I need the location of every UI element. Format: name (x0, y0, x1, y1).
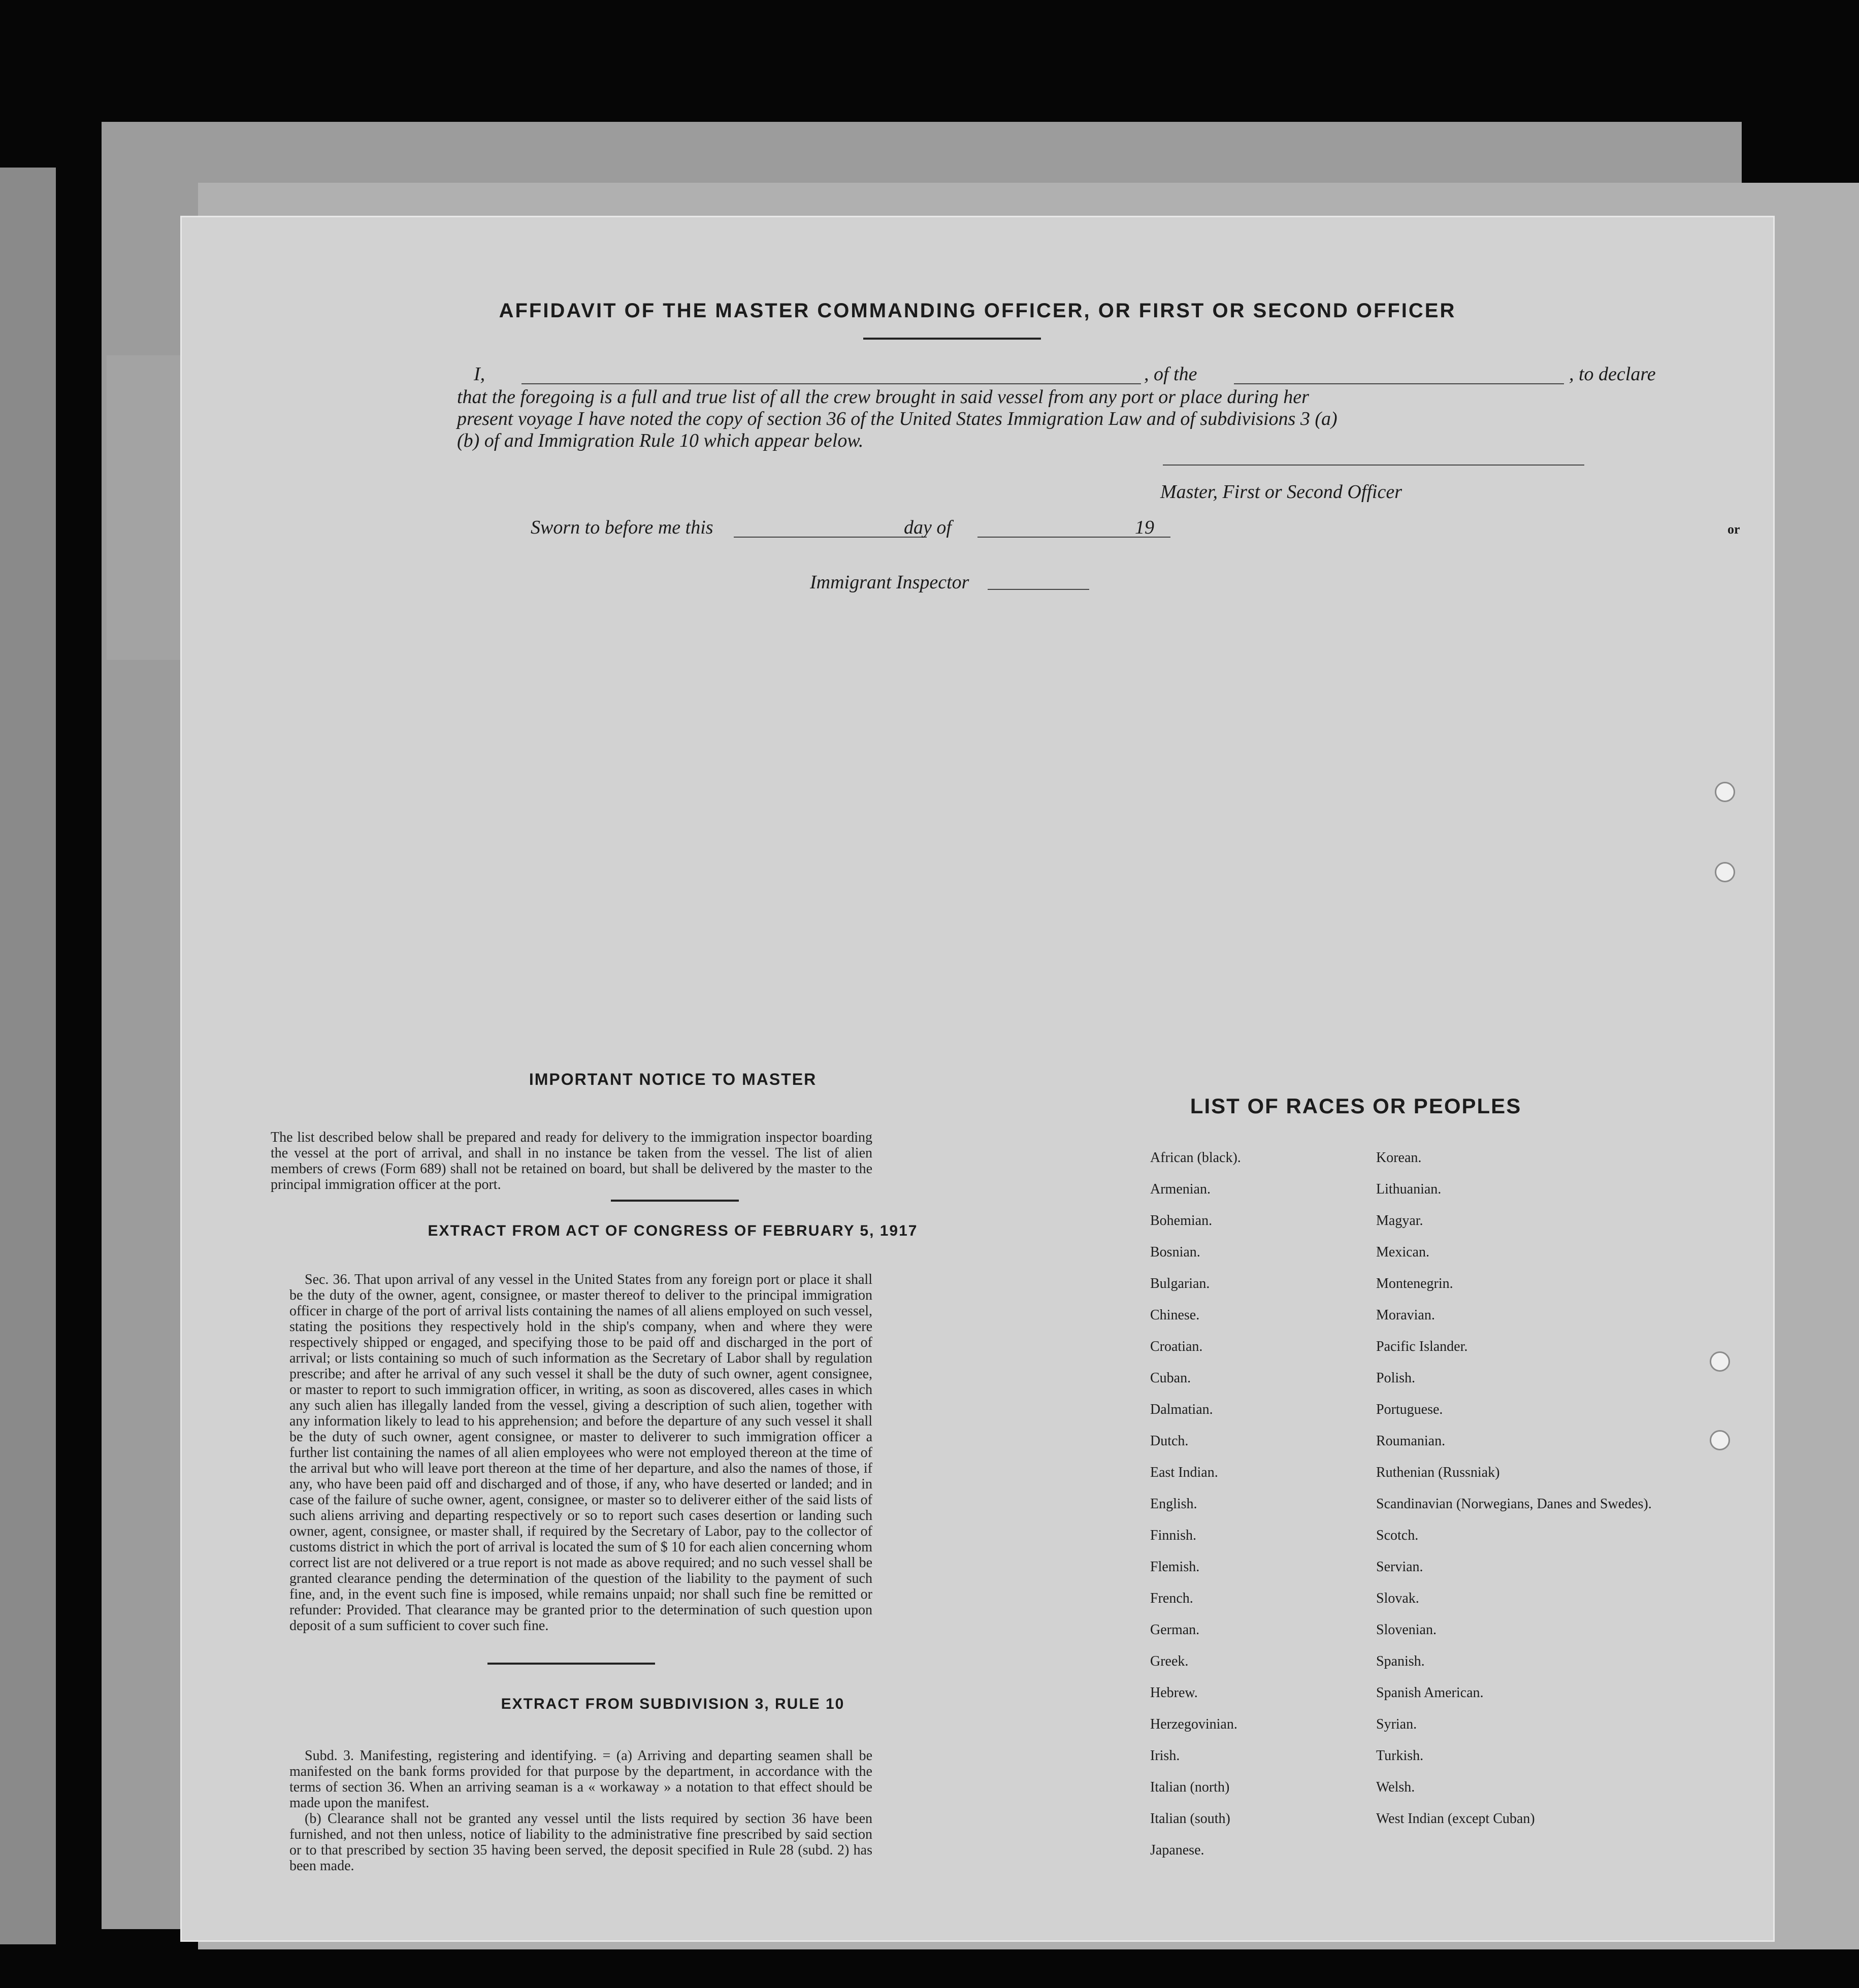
races-list-right (1376, 1142, 1652, 1835)
inspector-line (988, 589, 1089, 590)
sworn-text: Sworn to before me this (531, 517, 713, 538)
race-item: Bohemian. (1150, 1213, 1213, 1229)
rule-body-b: (b) Clearance shall not be granted any vessel until the lists required by section 36 have been furnished, and not then unless, notice of liability to the administrative fine prescribed by said section or to that prescribed by section 35 having been served, the deposit specified in Rule 28 (subd. 2) has been made. (289, 1811, 872, 1874)
card-stamp-strip (107, 355, 183, 660)
affidavit-of-the: , of the (1144, 363, 1197, 385)
race-item: Montenegrin. (1376, 1276, 1453, 1291)
race-item: Flemish. (1150, 1559, 1200, 1575)
inspector-label: Immigrant Inspector (810, 572, 969, 593)
race-item: Irish. (1150, 1748, 1180, 1764)
race-item: Welsh. (1376, 1779, 1415, 1795)
race-item: Scandinavian (Norwegians, Danes and Swedes). (1376, 1496, 1652, 1512)
margin-or: or (1727, 522, 1740, 537)
affidavit-line2: that the foregoing is a full and true list of all the crew brought in said vessel from any port or place during her (457, 386, 1309, 408)
rule-body-a: Subd. 3. Manifesting, registering and identifying. = (a) Arriving and departing seamen shall be manifested on the bank forms provided for that purpose by the department, in accordance with the terms of section 36. When an arriving seaman is a « workaway » a notation to that effect should be made upon the manifest. (289, 1748, 872, 1811)
race-item: Herzegovinian. (1150, 1716, 1237, 1732)
race-item: Spanish American. (1376, 1685, 1484, 1701)
race-item: Cuban. (1150, 1370, 1191, 1386)
punch-hole (1710, 1430, 1730, 1450)
act-rule (487, 1663, 655, 1665)
race-item: Servian. (1376, 1559, 1423, 1575)
notice-rule (611, 1200, 739, 1202)
races-list-left (1150, 1142, 1363, 1866)
race-item: Polish. (1376, 1370, 1416, 1386)
race-item: Italian (south) (1150, 1811, 1230, 1827)
master-signature-line (1163, 465, 1584, 466)
race-item: Moravian. (1376, 1307, 1435, 1323)
race-item: Portuguese. (1376, 1402, 1443, 1417)
race-item: Croatian. (1150, 1339, 1203, 1354)
affidavit-title-rule (863, 338, 1041, 340)
name-blank (521, 383, 1141, 384)
document-page (180, 216, 1775, 1942)
punch-hole (1715, 782, 1735, 802)
punch-hole (1710, 1351, 1730, 1372)
race-item: Mexican. (1376, 1244, 1429, 1260)
race-item: Ruthenian (Russniak) (1376, 1465, 1500, 1480)
rule-title: EXTRACT FROM SUBDIVISION 3, RULE 10 (501, 1696, 845, 1712)
race-item: Syrian. (1376, 1716, 1417, 1732)
race-item: Greek. (1150, 1653, 1189, 1669)
act-body: Sec. 36. That upon arrival of any vessel in the United States from any foreign port or place it shall be the duty of the owner, agent, consignee, or master thereof to deliver to the principal immigration officer in charge of the port of arrival lists containing the names of all aliens employed on such vessel, stating the positions they respectively hold in the ship's company, when and where they were respectively shipped or engaged, and specifying those to be paid off and discharged in the port of arrival; or lists containing so much of such information as the Secretary of Labor shall by regulation prescribe; and after he arrival of any such vessel it shall be the duty of such owner, agent consignee, or master to report to such immigration officer, in writing, as soon as discovered, alles cases in which any such alien has illegally landed from the vessel, giving a description of such alien, together with any information likely to lead to his apprehension; and before the departure of any such vessel it shall be the duty of such owner, agent consignee, or master to deliverer to such immigration officer a further list containing the names of all alien employees who were not employed thereon at the time of the arrival but who will leave port thereon at the time of her departure, and also the names of those, if any, who have been paid off and discharged and of those, if any, who have deserted or landed; and in case of the failure of suche owner, agent, consignee, or master so to deliverer either of the said lists of such aliens arriving and departing respectively or so to report such cases desertion or landing such owner, agent, consignee, or master shall, if required by the Secretary of Labor, pay to the collector of customs district in which the port of arrival is located the sum of $ 10 for each alien concerning whom correct list are not delivered or a true report is not made as above required; and no such vessel shall be granted clearance pending the determination of the question of the liability to the payment of such fine, and, in the event such fine is imposed, while remains unpaid; nor shall such fine be remitted or refunder: Provided. That clearance may be granted prior to the determination of such question upon deposit of a sum sufficient to cover such fine. (289, 1272, 872, 1634)
race-item: Turkish. (1376, 1748, 1424, 1764)
vessel-blank (1234, 383, 1564, 384)
race-item: Bosnian. (1150, 1244, 1200, 1260)
race-item: French. (1150, 1591, 1193, 1606)
race-item: Hebrew. (1150, 1685, 1198, 1701)
notice-body: The list described below shall be prepared and ready for delivery to the immigration inspector boarding the vessel at the port of arrival, and shall in no instance be taken from the vessel. The list of alien members of crews (Form 689) shall not be retained on board, but shall be delivered by the master to the principal immigration officer at the port. (271, 1130, 872, 1192)
sworn-day-blank (734, 537, 927, 538)
adjacent-page-left (0, 168, 56, 1944)
race-item: Slovenian. (1376, 1622, 1437, 1638)
race-item: Lithuanian. (1376, 1181, 1442, 1197)
race-item: Bulgarian. (1150, 1276, 1210, 1291)
race-item: West Indian (except Cuban) (1376, 1811, 1535, 1827)
race-item: Italian (north) (1150, 1779, 1230, 1795)
race-item: Finnish. (1150, 1528, 1197, 1543)
race-item: Magyar. (1376, 1213, 1423, 1229)
race-item: Chinese. (1150, 1307, 1200, 1323)
year-prefix: 19 (1135, 517, 1154, 538)
race-item: Slovak. (1376, 1591, 1419, 1606)
race-item: Dutch. (1150, 1433, 1189, 1449)
race-item: East Indian. (1150, 1465, 1218, 1480)
race-item: African (black). (1150, 1150, 1241, 1166)
races-title: LIST OF RACES OR PEOPLES (1190, 1094, 1522, 1118)
race-item: German. (1150, 1622, 1200, 1638)
day-of: day of (904, 517, 952, 538)
notice-title: IMPORTANT NOTICE TO MASTER (529, 1070, 817, 1088)
race-item: Dalmatian. (1150, 1402, 1213, 1417)
affidavit-line3: present voyage I have noted the copy of section 36 of the United States Immigration Law and of subdivisions 3 (a) (457, 408, 1338, 429)
master-label: Master, First or Second Officer (1160, 481, 1403, 503)
act-title: EXTRACT FROM ACT OF CONGRESS OF FEBRUARY 5, 1917 (428, 1222, 918, 1239)
punch-hole (1715, 862, 1735, 882)
race-item: Spanish. (1376, 1653, 1425, 1669)
race-item: Korean. (1376, 1150, 1422, 1166)
affidavit-line4: (b) of and Immigration Rule 10 which appear below. (457, 430, 864, 451)
race-item: Japanese. (1150, 1842, 1204, 1858)
affidavit-i: I, (474, 363, 485, 385)
race-item: Armenian. (1150, 1181, 1211, 1197)
affidavit-title: AFFIDAVIT OF THE MASTER COMMANDING OFFICER, OR FIRST OR SECOND OFFICER (499, 300, 1456, 322)
affidavit-to-declare: , to declare (1569, 363, 1656, 385)
race-item: Scotch. (1376, 1528, 1419, 1543)
race-item: English. (1150, 1496, 1197, 1512)
race-item: Pacific Islander. (1376, 1339, 1468, 1354)
race-item: Roumanian. (1376, 1433, 1446, 1449)
